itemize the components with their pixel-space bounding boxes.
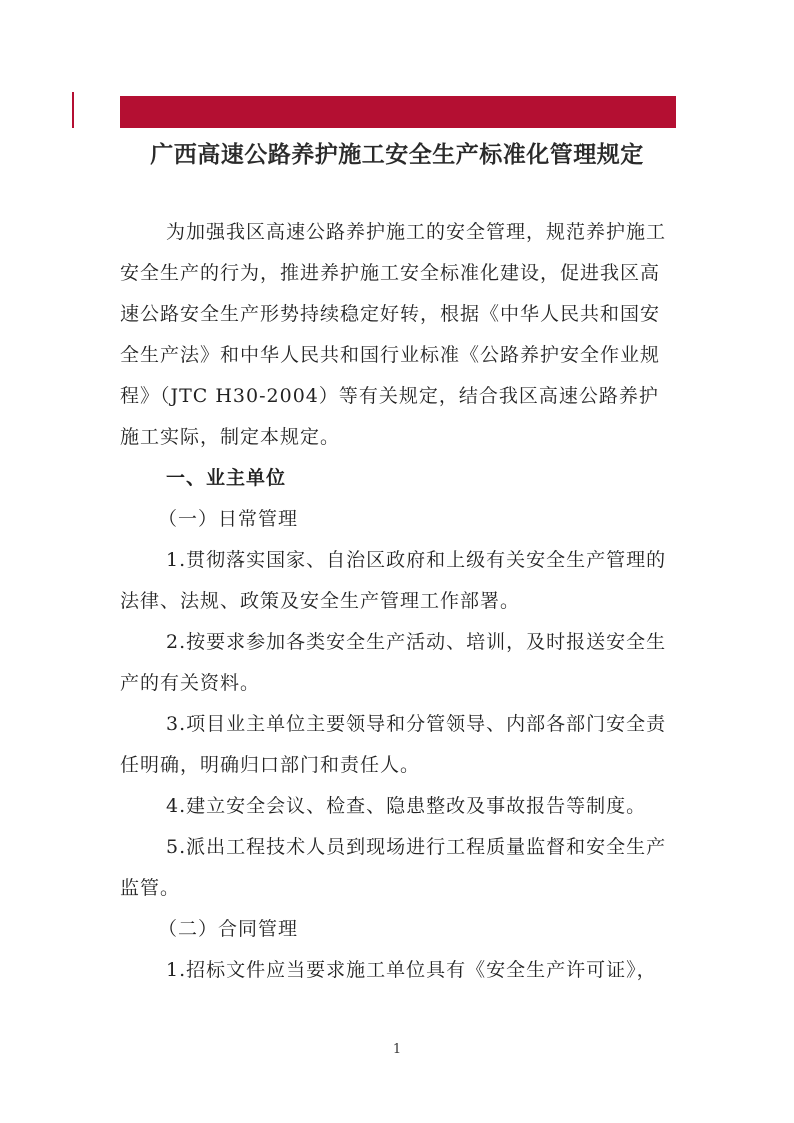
document-body bbox=[120, 212, 676, 991]
list-item: 3.项目业主单位主要领导和分管领导、内部各部门安全责任明确，明确归口部门和责任人。 bbox=[120, 713, 667, 776]
list-item: 5.派出工程技术人员到现场进行工程质量监督和安全生产监管。 bbox=[120, 836, 667, 899]
list-item: 4.建立安全会议、检查、隐患整改及事故报告等制度。 bbox=[166, 795, 647, 817]
list-item: 1.招标文件应当要求施工单位具有《安全生产许可证》， bbox=[166, 959, 657, 981]
intro-paragraph: 为加强我区高速公路养护施工的安全管理，规范养护施工安全生产的行为，推进养护施工安全标准化建设，促进我区高速公路安全生产形势持续稳定好转，根据《中华人民共和国安全生产法》和中华人民共和国行业标准《公路养护安全作业规程》（JTC H30-2004）等有关规定，结合我区高速公路养护施工实际，制定本规定。 bbox=[120, 221, 667, 448]
document-title: 广西高速公路养护施工安全生产标准化管理规定 bbox=[150, 141, 644, 168]
list-item: 2.按要求参加各类安全生产活动、培训，及时报送安全生产的有关资料。 bbox=[120, 631, 667, 694]
margin-marker bbox=[72, 92, 74, 128]
subsection-heading-daily-management: （一）日常管理 bbox=[158, 508, 299, 530]
subsection-heading-contract-management: （二）合同管理 bbox=[158, 918, 299, 940]
page-number: 1 bbox=[392, 1042, 402, 1057]
header-band bbox=[120, 96, 676, 128]
list-item: 1.贯彻落实国家、自治区政府和上级有关安全生产管理的法律、法规、政策及安全生产管理工作部署。 bbox=[120, 549, 667, 612]
section-heading-owner: 一、业主单位 bbox=[166, 467, 287, 489]
